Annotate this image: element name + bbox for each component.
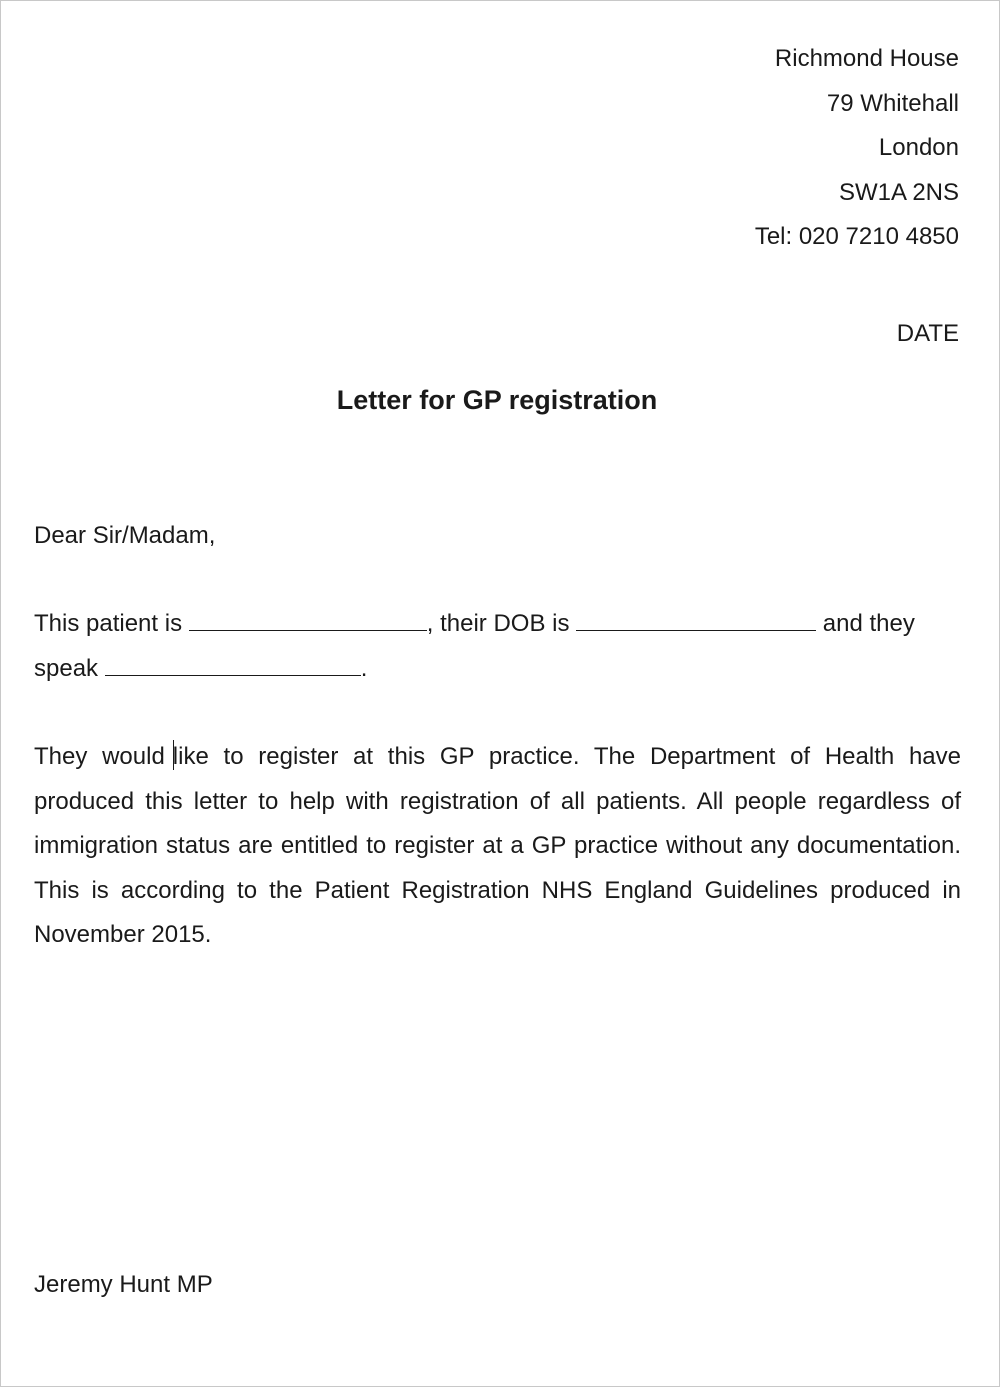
patient-dob-blank[interactable] <box>576 608 816 631</box>
patient-details-text-3: and they <box>822 610 915 637</box>
letter-date: DATE <box>896 320 959 347</box>
letter-title: Letter for GP registration <box>336 385 658 415</box>
registration-text-start: They would <box>34 743 165 770</box>
registration-paragraph <box>34 735 961 958</box>
address-line-3: London <box>878 134 959 161</box>
patient-details-paragraph <box>34 602 915 691</box>
patient-details-text-2: , their DOB is <box>426 610 570 637</box>
patient-language-blank[interactable] <box>105 653 361 676</box>
address-telephone: Tel: 020 7210 4850 <box>754 223 959 250</box>
patient-details-text-5: . <box>360 654 368 682</box>
patient-details-text-1: This patient is <box>34 610 183 637</box>
address-line-1: Richmond House <box>774 45 959 72</box>
patient-details-text-4: speak <box>34 654 99 682</box>
registration-text-rest: like to register at this GP practice. The Department of Health have produced this letter to help with registration of all patients. All people regardless of immigration status are entitled to register at a GP practice without any documentation. This is according to the Patient Registration NHS England Guidelines produced in November 2015. <box>34 743 961 948</box>
address-postcode: SW1A 2NS <box>838 178 959 206</box>
sender-address <box>755 37 959 260</box>
salutation: Dear Sir/Madam, <box>34 522 216 549</box>
signature: Jeremy Hunt MP <box>34 1271 213 1298</box>
patient-name-blank[interactable] <box>189 608 427 631</box>
address-line-2: 79 Whitehall <box>826 89 959 117</box>
